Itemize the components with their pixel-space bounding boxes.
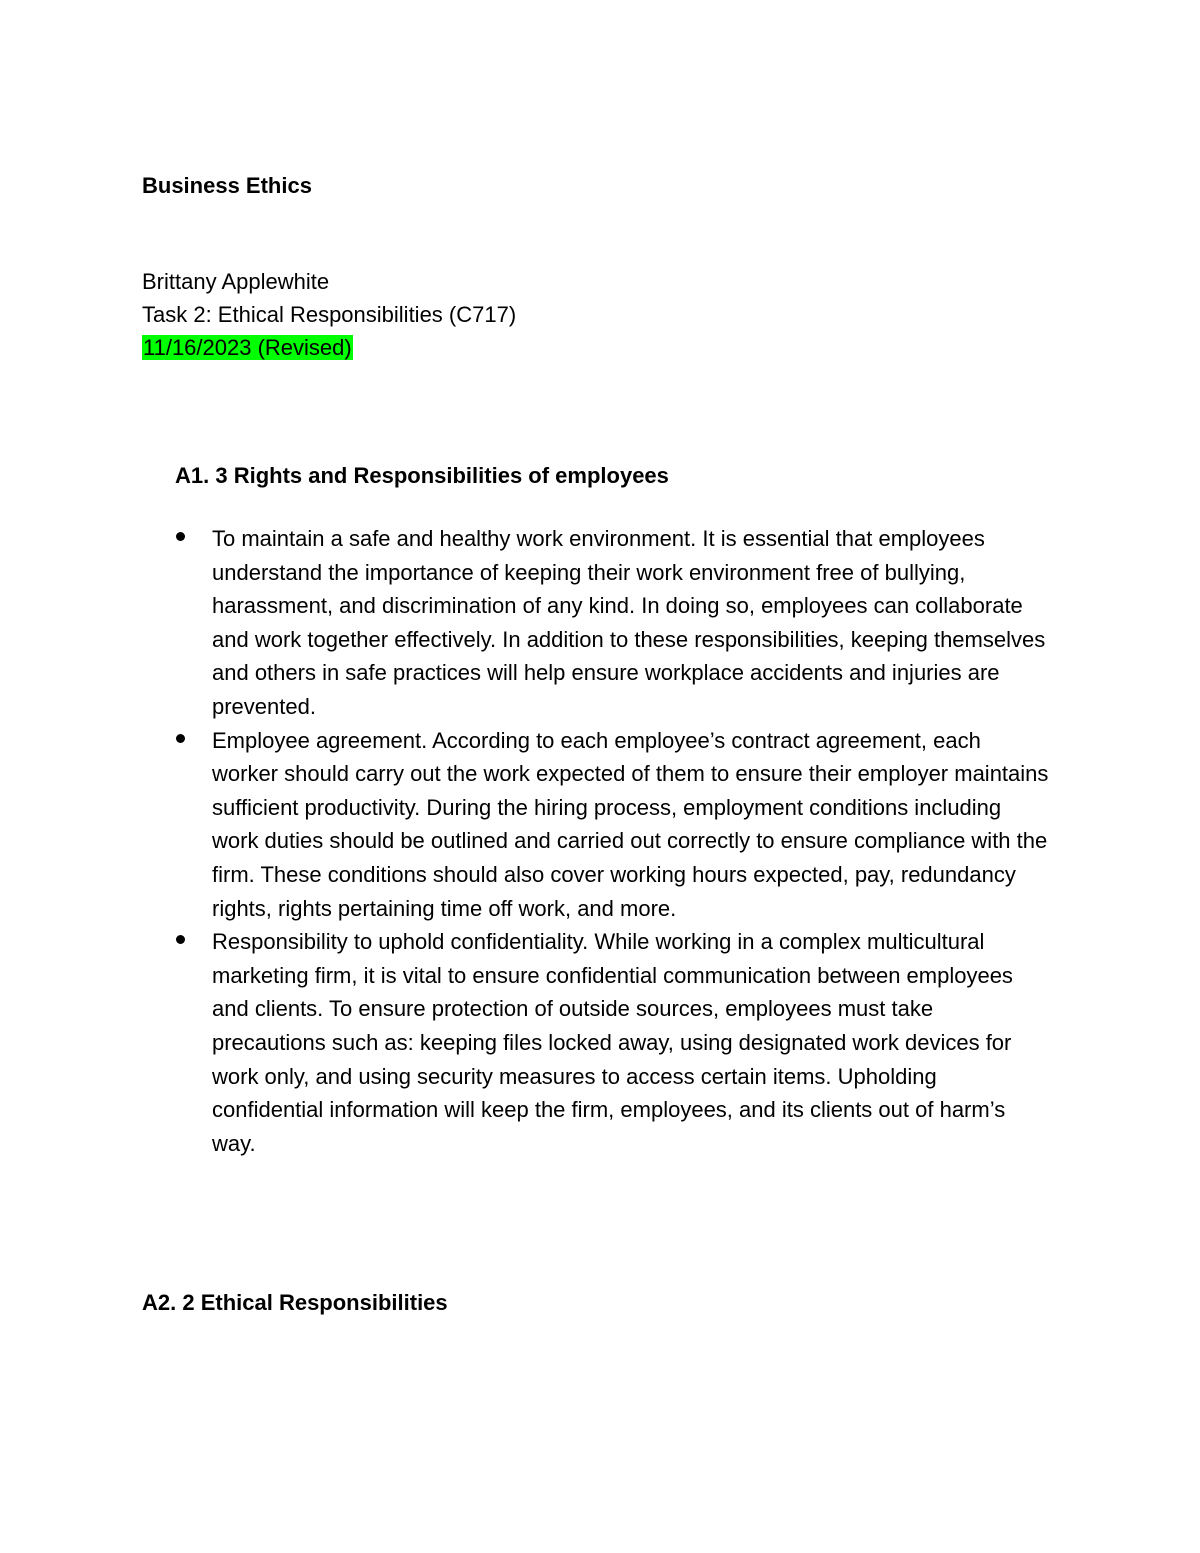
revised-date-highlight: 11/16/2023 (Revised) bbox=[143, 335, 352, 360]
document-title: Business Ethics bbox=[142, 173, 312, 198]
list-item bbox=[212, 522, 1052, 724]
list-item bbox=[212, 925, 1052, 1160]
section-a1-heading: A1. 3 Rights and Responsibilities of employees bbox=[175, 463, 669, 488]
bullet-icon bbox=[176, 935, 185, 944]
bullet-icon bbox=[176, 532, 185, 541]
task-title: Task 2: Ethical Responsibilities (C717) bbox=[142, 302, 517, 327]
date-line bbox=[142, 331, 516, 364]
list-item bbox=[212, 724, 1052, 926]
bullet-text: Responsibility to uphold confidentiality. While working in a complex multicultural marketing firm, it is vital to ensure confidential communication between employees and clients. To ensure protection of outside sources, employees must take precautions such as: keeping files locked away, using designated work devices for work only, and using security measures to access certain items. Upholding confidential information will keep the firm, employees, and its clients out of harm’s way. bbox=[212, 929, 1013, 1156]
a1-bullet-list bbox=[212, 522, 1052, 1160]
bullet-text: To maintain a safe and healthy work environment. It is essential that employees understand the importance of keeping their work environment free of bullying, harassment, and discrimination of any kind. In doing so, employees can collaborate and work together effectively. In addition to these responsibilities, keeping themselves and others in safe practices will help ensure workplace accidents and injuries are prevented. bbox=[212, 526, 1046, 719]
author-name: Brittany Applewhite bbox=[142, 269, 330, 294]
document-meta bbox=[142, 265, 516, 364]
bullet-icon bbox=[176, 734, 185, 743]
section-a2-heading: A2. 2 Ethical Responsibilities bbox=[142, 1290, 448, 1315]
bullet-text: Employee agreement. According to each employee’s contract agreement, each worker should carry out the work expected of them to ensure their employer maintains sufficient productivity. During the hiring process, employment conditions including work duties should be outlined and carried out correctly to ensure compliance with the firm. These conditions should also cover working hours expected, pay, redundancy rights, rights pertaining time off work, and more. bbox=[212, 727, 1049, 921]
